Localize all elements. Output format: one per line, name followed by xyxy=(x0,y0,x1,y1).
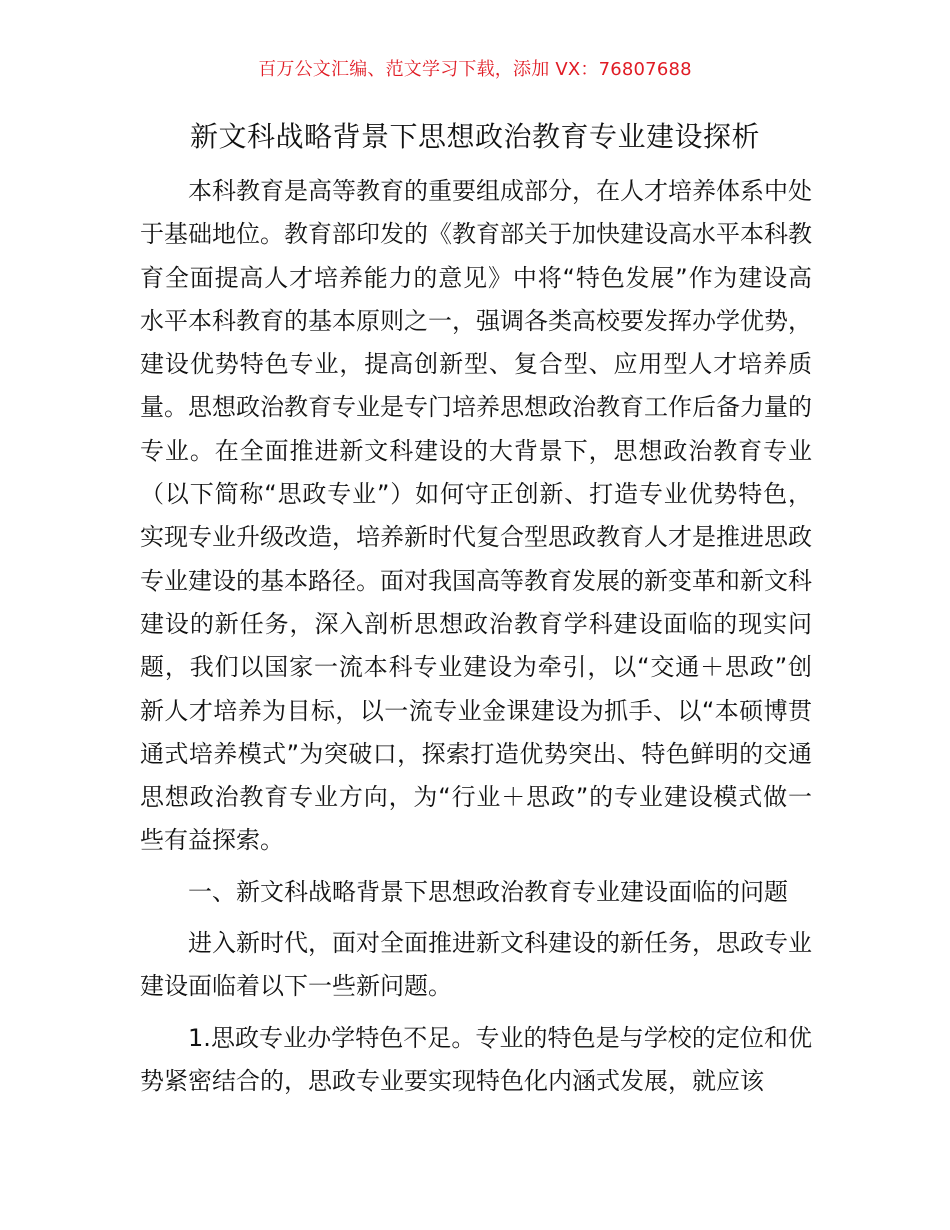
document-body xyxy=(140,170,812,1103)
watermark-header-note: 百万公文汇编、范文学习下载，添加 VX：76807688 xyxy=(258,59,692,80)
document-title: 新文科战略背景下思想政治教育专业建设探析 xyxy=(189,120,760,153)
section-heading-1: 一、新文科战略背景下思想政治教育专业建设面临的问题 xyxy=(188,877,788,906)
paragraph-point-1: 1.思政专业办学特色不足。专业的特色是与学校的定位和优势紧密结合的，思政专业要实现特色化内涵式发展，就应该 xyxy=(140,1023,812,1095)
paragraph-intro: 本科教育是高等教育的重要组成部分，在人才培养体系中处于基础地位。教育部印发的《教育部关于加快建设高水平本科教育全面提高人才培养能力的意见》中将“特色发展”作为建设高水平本科教育的基本原则之一，强调各类高校要发挥办学优势，建设优势特色专业，提高创新型、复合型、应用型人才培养质量。思想政治教育专业是专门培养思想政治教育工作后备力量的专业。在全面推进新文科建设的大背景下，思想政治教育专业（以下简称“思政专业”）如何守正创新、打造专业优势特色，实现专业升级改造，培养新时代复合型思政教育人才是推进思政专业建设的基本路径。面对我国高等教育发展的新变革和新文科建设的新任务，深入剖析思想政治教育学科建设面临的现实问题，我们以国家一流本科专业建设为牵引，以“交通＋思政”创新人才培养为目标，以一流专业金课建设为抓手、以“本硕博贯通式培养模式”为突破口，探索打造优势突出、特色鲜明的交通思想政治教育专业方向，为“行业＋思政”的专业建设模式做一些有益探索。 xyxy=(140,177,812,855)
paragraph-section-1-intro: 进入新时代，面对全面推进新文科建设的新任务，思政专业建设面临着以下一些新问题。 xyxy=(140,929,812,1001)
